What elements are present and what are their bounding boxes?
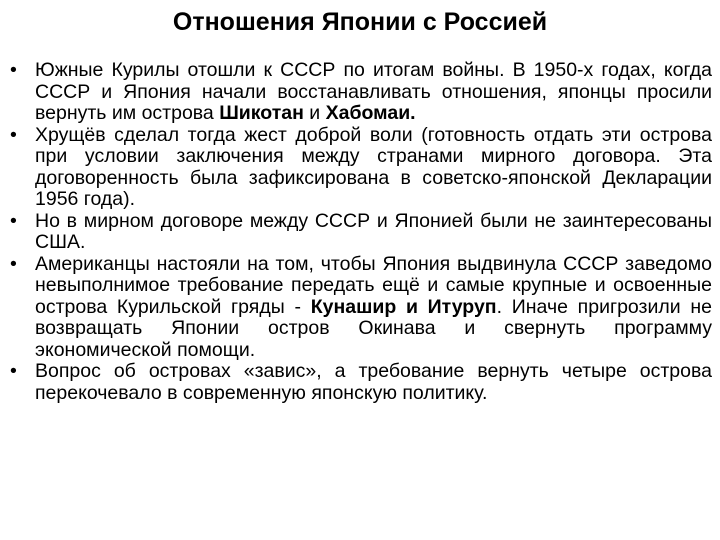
bullet-item xyxy=(6,211,712,254)
bullet-text: . Иначе пригрозили не возвращать Японии остров Окинава и свернуть программу экономической помощи. xyxy=(35,295,712,361)
bullet-text-bold: Хабомаи. xyxy=(325,102,416,124)
bullet-dot-icon: • xyxy=(10,252,17,275)
bullet-text: Вопрос об островах «завис», а требование вернуть четыре острова перекочевало в современную японскую политику. xyxy=(35,360,712,404)
bullet-text: Хрущёв сделал тогда жест доброй воли (готовность отдать эти острова при условии заключения между странами мирного договора. Эта договоренность была зафиксирована в советско-японской Декларации 1956 года). xyxy=(35,123,712,210)
bullet-item xyxy=(6,125,712,211)
bullet-text: и xyxy=(303,102,326,124)
bullet-text: Южные Курилы отошли к СССР по итогам войны. В 1950-х годах, когда СССР и Япония начали восстанавливать отношения, японцы просили вернуть им острова xyxy=(35,59,712,124)
bullet-dot-icon: • xyxy=(10,360,17,382)
bullet-text: Но в мирном договоре между СССР и Японией были не заинтересованы США. xyxy=(35,209,712,253)
bullet-item xyxy=(6,60,712,125)
bullet-text: Американцы настояли на том, чтобы Япония выдвинула СССР заведомо невыполнимое требование передать ещё и самые крупные и освоенные острова Курильской гряды - xyxy=(35,252,712,318)
bullet-dot-icon: • xyxy=(10,59,17,81)
bullet-text-bold: Шикотан xyxy=(219,102,304,124)
bullet-list xyxy=(6,60,712,404)
bullet-item xyxy=(6,254,712,362)
bullet-dot-icon: • xyxy=(10,209,17,232)
bullet-item xyxy=(6,361,712,404)
bullet-text-bold: Кунашир и Итуруп xyxy=(310,295,497,318)
slide-title: Отношения Японии с Россией xyxy=(172,8,548,36)
bullet-dot-icon: • xyxy=(10,123,17,146)
